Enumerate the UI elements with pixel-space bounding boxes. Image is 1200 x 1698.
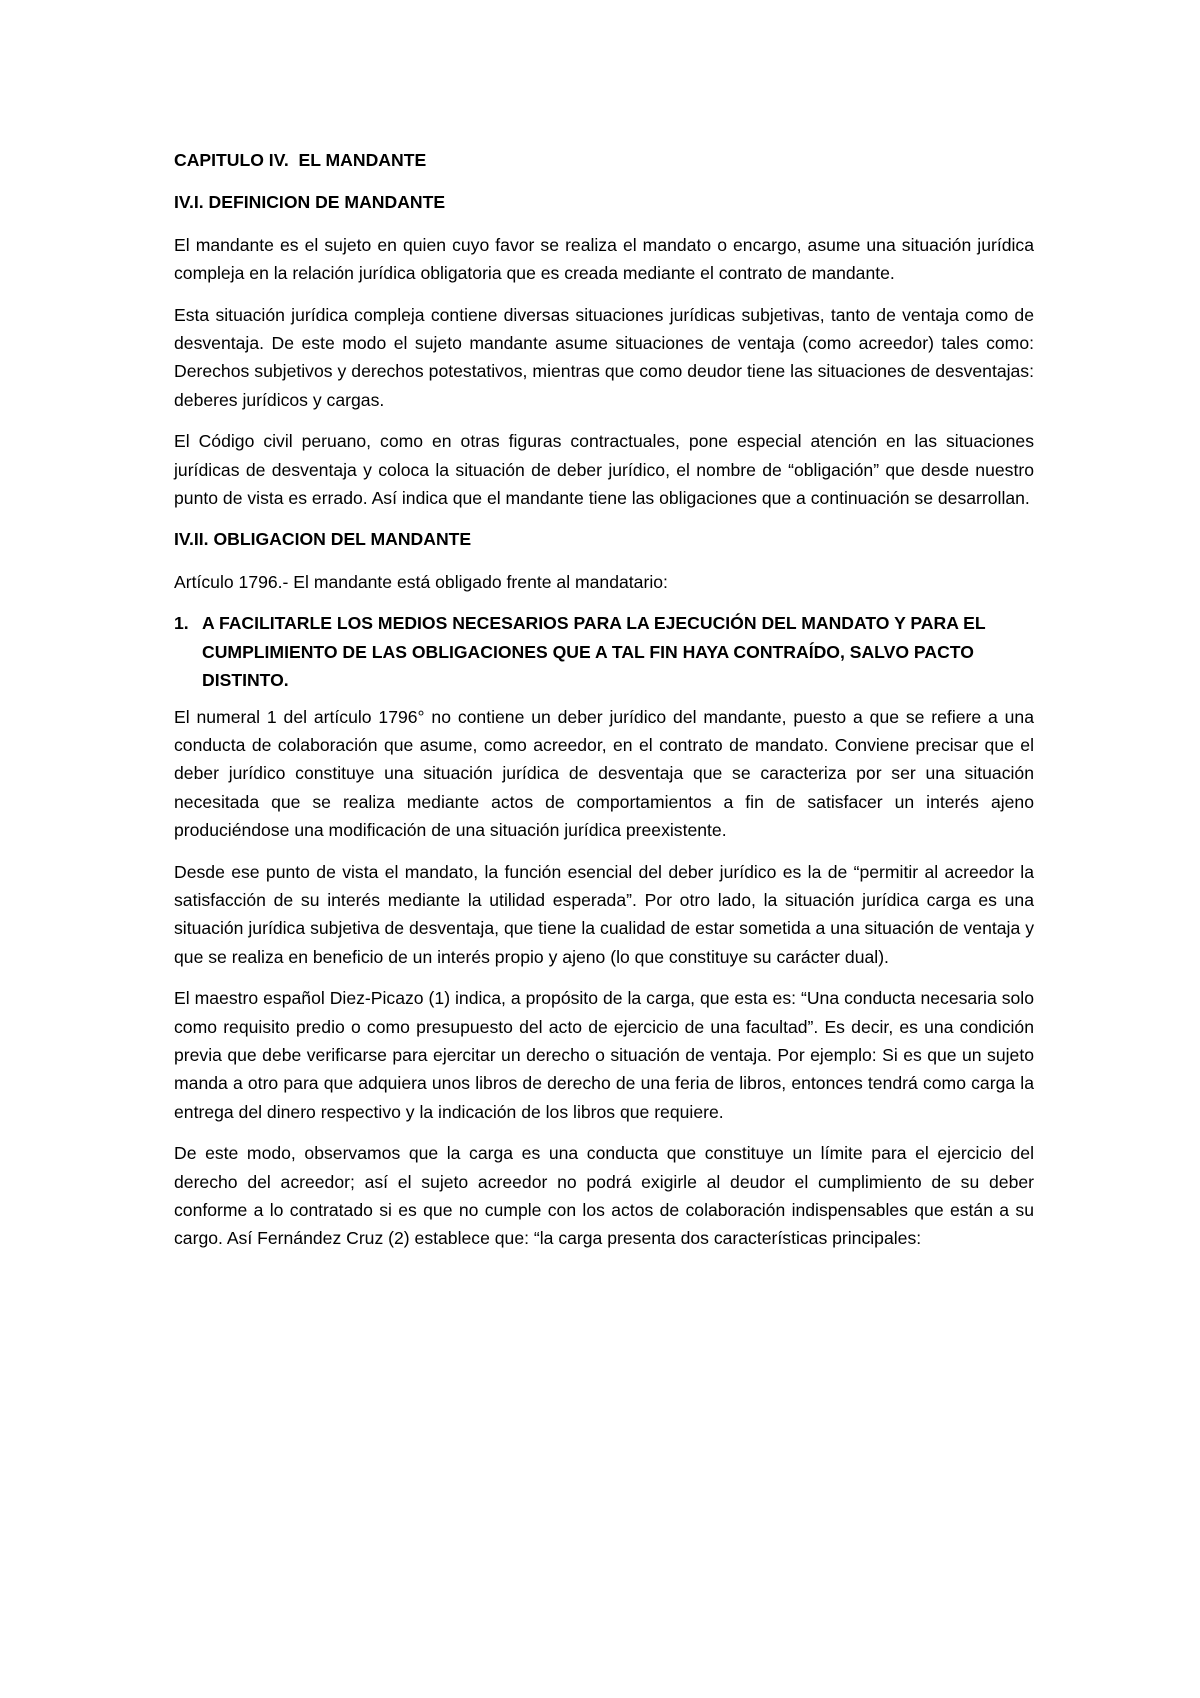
paragraph: El maestro español Diez-Picazo (1) indica, a propósito de la carga, que esta es: “Una conducta necesaria solo como requisito predio o como presupuesto del acto de ejercicio de una facultad”. Es decir, es una condición previa que debe verificarse para ejercitar un derecho o situación de ventaja. Por ejemplo: Si es que un sujeto manda a otro para que adquiera unos libros de derecho de una feria de libros, entonces tendrá como carga la entrega del dinero respectivo y la indicación de los libros que requiere. xyxy=(174,988,1034,1122)
paragraph: De este modo, observamos que la carga es una conducta que constituye un límite para el ejercicio del derecho del acreedor; así el sujeto acreedor no podrá exigirle al deudor el cumplimiento de su deber conforme a lo contratado si es que no cumple con los actos de colaboración indispensables que están a su cargo. Así Fernández Cruz (2) establece que: “la carga presenta dos características principales: xyxy=(174,1143,1034,1249)
document-body xyxy=(174,146,1034,1266)
chapter-title: CAPITULO IV. EL MANDANTE xyxy=(174,150,427,170)
list-item-text: A FACILITARLE LOS MEDIOS NECESARIOS PARA LA EJECUCIÓN DEL MANDATO Y PARA EL CUMPLIMIENTO DE LAS OBLIGACIONES QUE A TAL FIN HAYA CONTRAÍDO, SALVO PACTO DISTINTO. xyxy=(202,613,986,691)
numbered-list xyxy=(174,609,1034,694)
paragraph: El Código civil peruano, como en otras figuras contractuales, pone especial atención en las situaciones jurídicas de desventaja y coloca la situación de deber jurídico, el nombre de “obligación” que desde nuestro punto de vista es errado. Así indica que el mandante tiene las obligaciones que a continuación se desarrollan. xyxy=(174,431,1034,509)
paragraph: El numeral 1 del artículo 1796° no contiene un deber jurídico del mandante, puesto a que se refiere a una conducta de colaboración que asume, como acreedor, en el contrato de mandato. Conviene precisar que el deber jurídico constituye una situación jurídica de desventaja que se caracteriza por ser una situación necesitada que se realiza mediante actos de comportamientos a fin de satisfacer un interés ajeno produciéndose una modificación de una situación jurídica preexistente. xyxy=(174,706,1034,841)
paragraph: Esta situación jurídica compleja contiene diversas situaciones jurídicas subjetivas, tanto de ventaja como de desventaja. De este modo el sujeto mandante asume situaciones de ventaja (como acreedor) tales como: Derechos subjetivos y derechos potestativos, mientras que como deudor tiene las situaciones de desventajas: deberes jurídicos y cargas. xyxy=(174,304,1034,410)
list-number: 1. xyxy=(174,613,189,634)
section-heading-definicion: IV.I. DEFINICION DE MANDANTE xyxy=(174,192,446,213)
list-item xyxy=(174,609,1034,694)
section-heading-obligacion: IV.II. OBLIGACION DEL MANDANTE xyxy=(174,529,472,550)
paragraph: Desde ese punto de vista el mandato, la función esencial del deber jurídico es la de “permitir al acreedor la satisfacción de su interés mediante la utilidad esperada”. Por otro lado, la situación jurídica carga es una situación jurídica subjetiva de desventaja, que tiene la cualidad de estar sometida a una situación de ventaja y que se realiza en beneficio de un interés propio y ajeno (lo que constituye su carácter dual). xyxy=(174,861,1034,967)
paragraph: El mandante es el sujeto en quien cuyo favor se realiza el mandato o encargo, asume una situación jurídica compleja en la relación jurídica obligatoria que es creada mediante el contrato de mandante. xyxy=(174,234,1034,284)
article-line: Artículo 1796.- El mandante está obligado frente al mandatario: xyxy=(174,571,668,592)
